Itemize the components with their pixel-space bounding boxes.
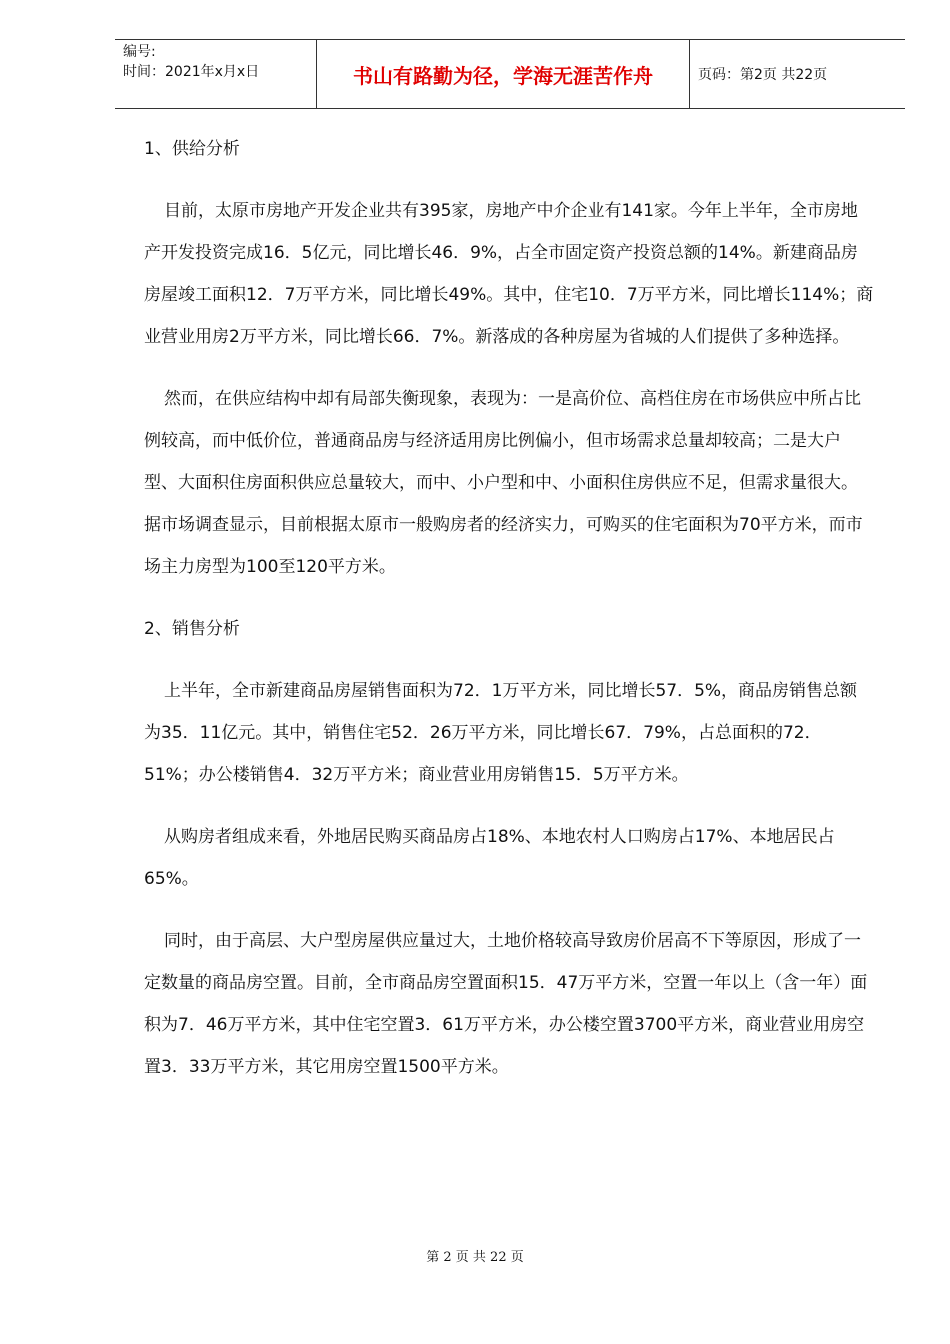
section-heading-sales: 2、销售分析: [144, 619, 240, 639]
header-time: 时间：2021年x月x日: [123, 64, 260, 80]
paragraph: 然而，在供应结构中却有局部失衡现象，表现为：一是高价位、高档住房在市场供应中所占比例较高，而中低价位，普通商品房与经济适用房比例偏小，但市场需求总量却较高；二是大户型、大面积住房面积供应总量较大，而中、小户型和中、小面积住房供应不足，但需求量很大。据市场调查显示，目前根据太原市一般购房者的经济实力，可购买的住宅面积为70平方米，而市场主力房型为100至120平方米。: [144, 389, 863, 577]
paragraph: 从购房者组成来看，外地居民购买商品房占18%、本地农村人口购房占17%、本地居民占65%。: [144, 827, 835, 889]
header-number-label: 编号:: [123, 44, 156, 60]
paragraph: 上半年，全市新建商品房屋销售面积为72．1万平方米，同比增长57．5%，商品房销售总额为35．11亿元。其中，销售住宅52．26万平方米，同比增长67．79%，占总面积的72．51%；办公楼销售4．32万平方米；商业营业用房销售15．5万平方米。: [144, 681, 858, 785]
page-footer: 第 2 页 共 22 页: [426, 1250, 524, 1265]
header-page-info: 页码：第2页 共22页: [698, 67, 828, 83]
page-header: [115, 39, 905, 109]
paragraph: 同时，由于高层、大户型房屋供应量过大，土地价格较高导致房价居高不下等原因，形成了一定数量的商品房空置。目前，全市商品房空置面积15．47万平方米，空置一年以上（含一年）面积为7．46万平方米，其中住宅空置3．61万平方米，办公楼空置3700平方米，商业营业用房空置3．33万平方米，其它用房空置1500平方米。: [144, 931, 868, 1077]
section-heading-supply: 1、供给分析: [144, 139, 240, 159]
header-meta: [115, 40, 316, 108]
header-motto: 书山有路勤为径，学海无涯苦作舟: [316, 40, 690, 108]
paragraph: 目前，太原市房地产开发企业共有395家，房地产中介企业有141家。今年上半年，全市房地产开发投资完成16．5亿元，同比增长46．9%，占全市固定资产投资总额的14%。新建商品房房屋竣工面积12．7万平方米，同比增长49%。其中，住宅10．7万平方米，同比增长114%；商业营业用房2万平方米，同比增长66．7%。新落成的各种房屋为省城的人们提供了多种选择。: [144, 201, 874, 347]
document-body: [144, 128, 874, 1088]
